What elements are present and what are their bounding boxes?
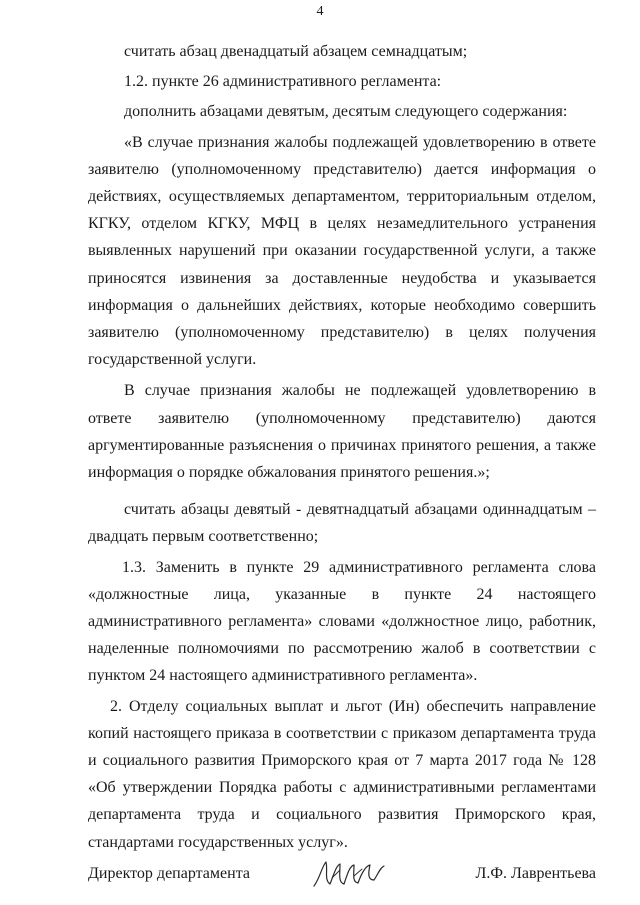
- signatory-name: Л.Ф. Лаврентьева: [475, 865, 596, 882]
- paragraph-1: считать абзац двенадцатый абзацем семнадцатым;: [124, 43, 468, 60]
- handwritten-signature: [310, 856, 390, 890]
- signatory-position: Директор департамента: [88, 865, 250, 882]
- paragraph-2: 1.2. пункте 26 административного регламента:: [124, 73, 442, 91]
- paragraph-6: считать абзацы девятый - девятнадцатый абзацами одиннадцатым – двадцать первым соответственно;: [88, 501, 596, 546]
- page-number: 4: [316, 4, 324, 19]
- document-body: [88, 38, 596, 856]
- signature-block: [88, 860, 596, 890]
- paragraph-7: 1.3. Заменить в пункте 29 административного регламента слова «должностные лица, указанные в пункте 24 настоящего административного регламента» словами «должностное лицо, работник, наделенные полномочиями по рассмотрению жалоб в соответствии с пунктом 24 настоящего административного регламента».: [88, 558, 596, 685]
- paragraph-4: «В случае признания жалобы подлежащей удовлетворению в ответе заявителю (уполномоченному представителю) дается информация о действиях, осуществляемых департаментом, территориальным отделом, КГКУ, отделом КГКУ, МФЦ в целях незамедлительного устранения выявленных нарушений при оказании государственной услуги, а также приносятся извинения за доставленные неудобства и указывается информация о дальнейших действиях, которые необходимо совершить заявителю (уполномоченному представителю) в целях получения государственной услуги.: [88, 133, 596, 369]
- paragraph-8: 2. Отделу социальных выплат и льгот (Ин) обеспечить направление копий настоящего приказа в соответствии с приказом департамента труда и социального развития Приморского края от 7 марта 2017 года № 128 «Об утверждении Порядка работы с административными регламентами департамента труда и социального развития Приморского края, стандартами государственных услуг».: [88, 697, 596, 851]
- paragraph-5: В случае признания жалобы не подлежащей удовлетворению в ответе заявителю (уполномоченному представителю) даются аргументированные разъяснения о причинах принятого решения, а также информация о порядке обжалования принятого решения.»;: [88, 382, 596, 482]
- paragraph-3: дополнить абзацами девятым, десятым следующего содержания:: [124, 103, 568, 121]
